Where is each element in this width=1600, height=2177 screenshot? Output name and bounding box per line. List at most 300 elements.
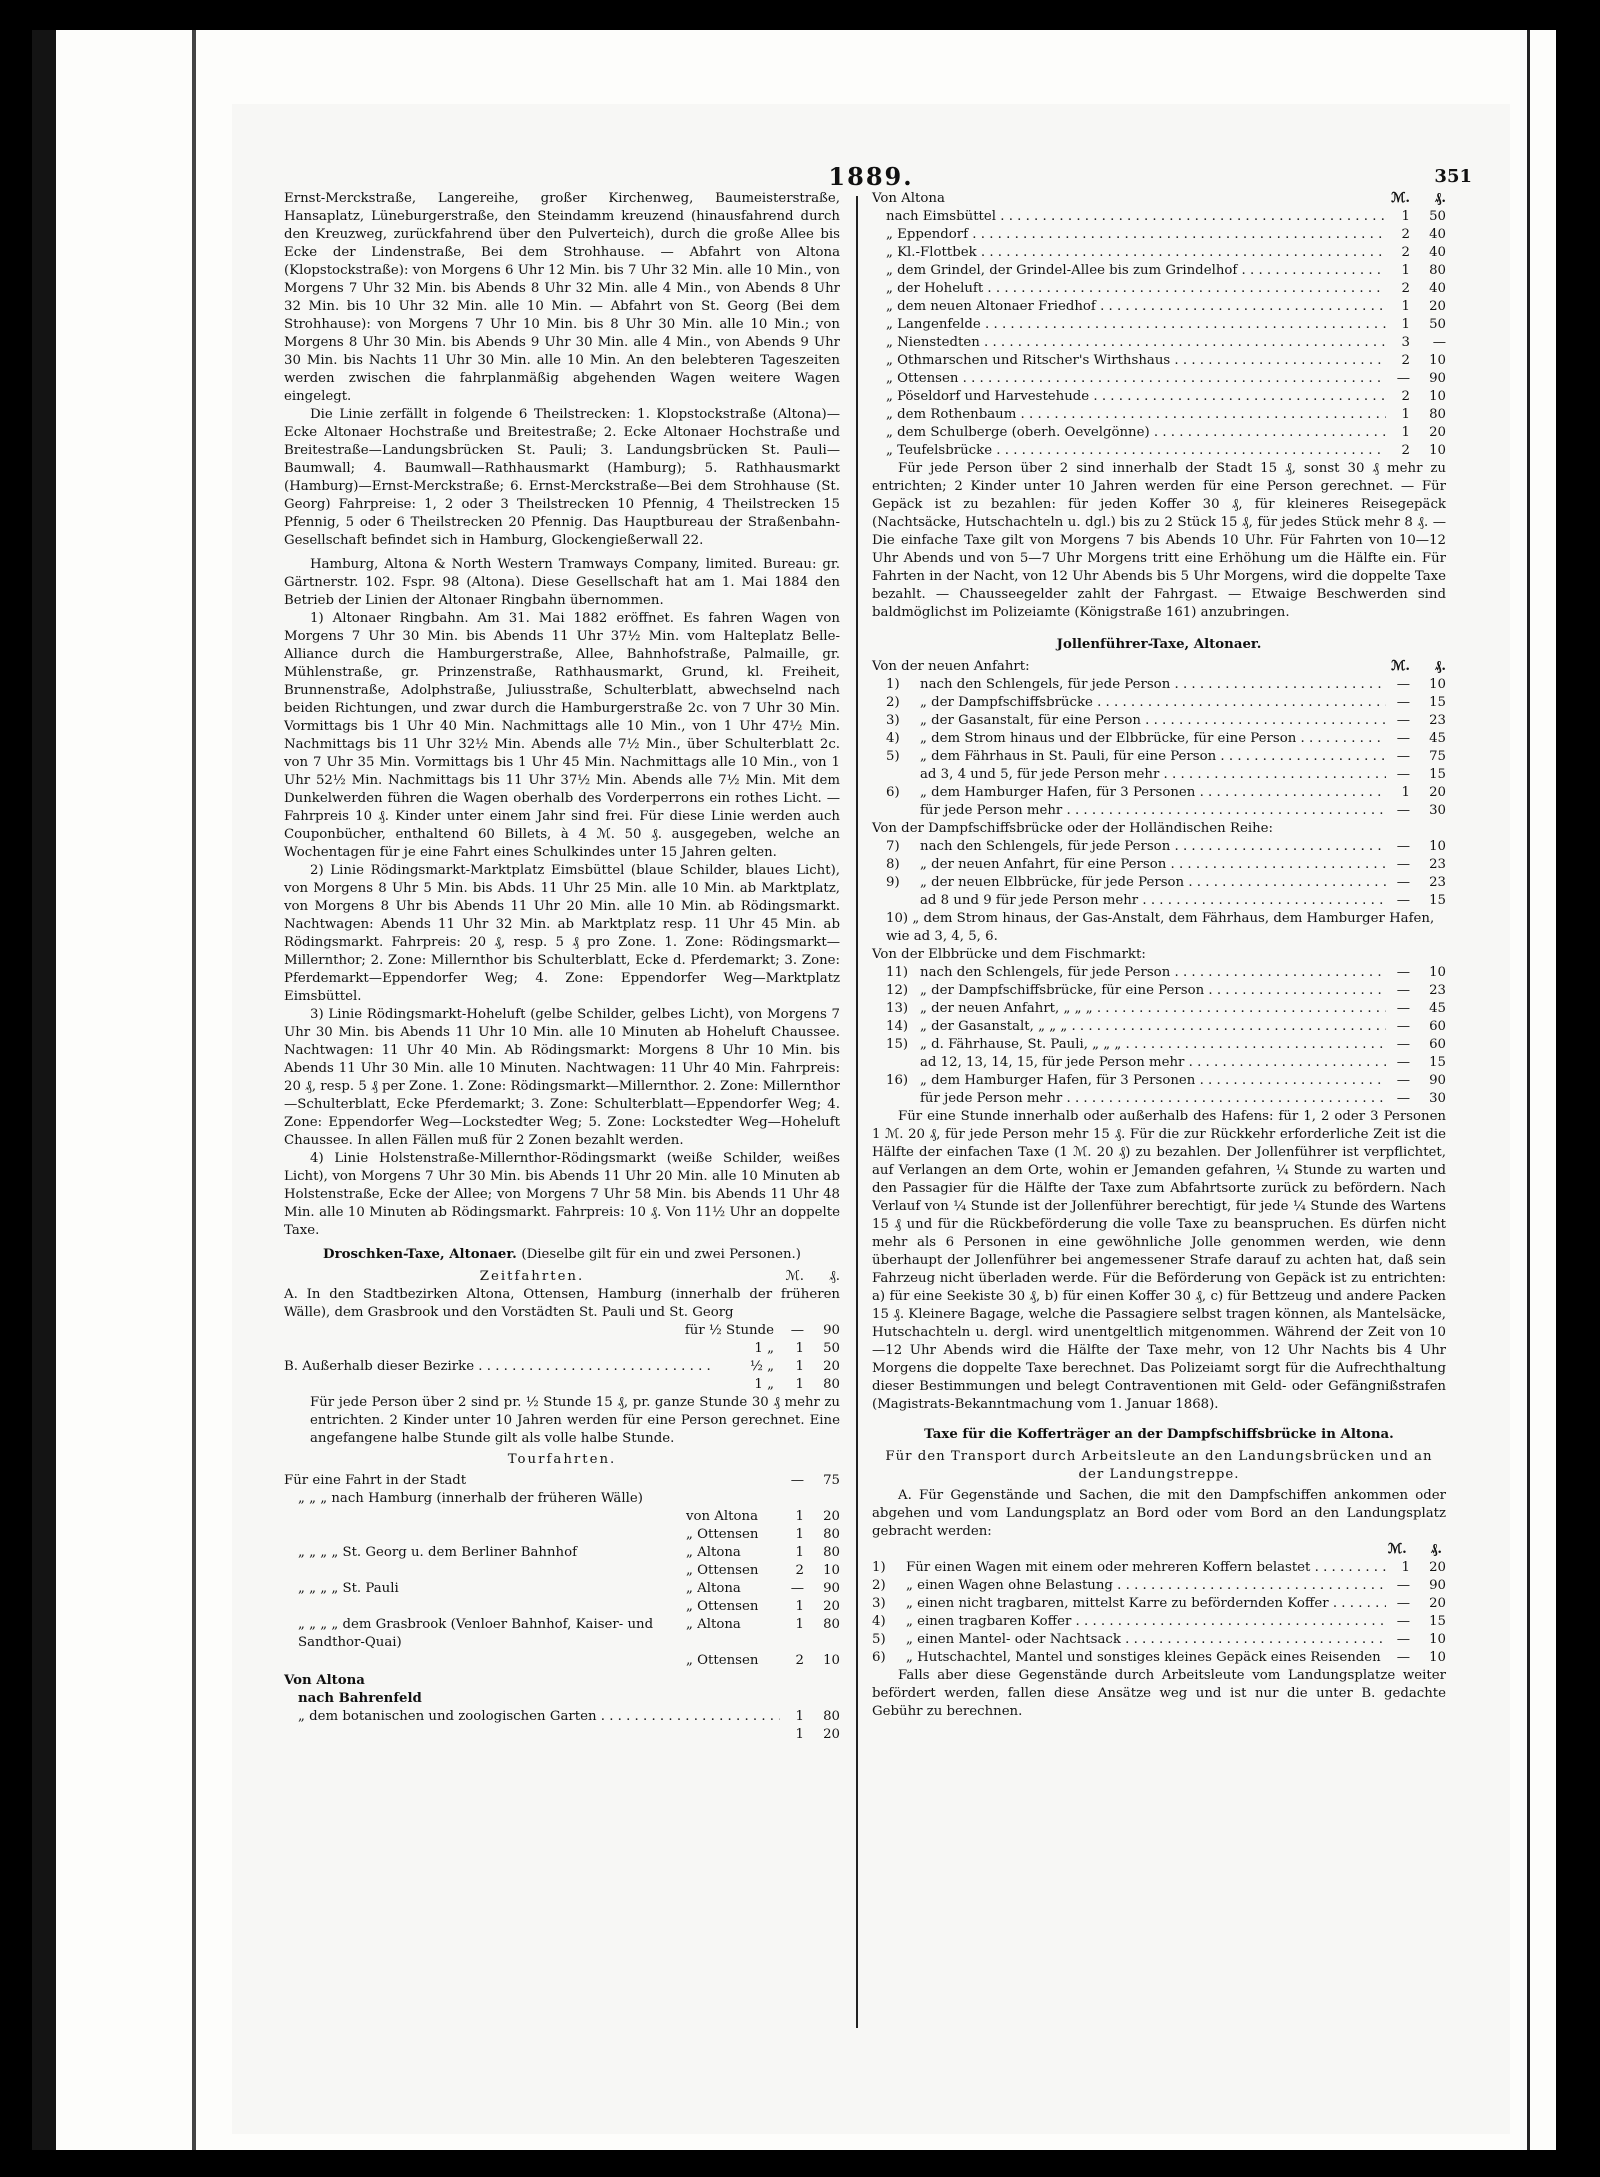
paragraph: Hamburg, Altona & North Western Tramways Company, limited. Bureau: gr. Gärtnerstr. 102. Fspr. 98 (Altona). Diese Gesellschaft hat am 1. Mai 1884 den Betrieb der Linien der Altonaer Ringbahn übernommen. [284, 557, 840, 608]
fare-pf: 20 [1429, 299, 1446, 314]
currency-mark: ℳ. [1391, 659, 1410, 674]
fare-label: „ dem botanischen und zoologischen Garten . . . [298, 1708, 780, 1726]
item-number: 3) [886, 713, 900, 728]
koffer-title: Taxe für die Kofferträger an der Dampfschiffsbrücke in Altona. [924, 1427, 1394, 1442]
fare-mark: 2 [1401, 353, 1410, 368]
fare-mark: 1 [1401, 209, 1410, 224]
tour-origin: „ Ottensen [686, 1599, 759, 1614]
fare-pf: 10 [1429, 1650, 1446, 1665]
fare-pf: 80 [823, 1377, 840, 1392]
fare-row [872, 1018, 1446, 1036]
fare-row [872, 964, 1446, 982]
fare-pf: 10 [1429, 677, 1446, 692]
fare-label: für jede Person mehr . . . [920, 1090, 1386, 1108]
fare-label: „ dem Hamburger Hafen, für 3 Personen . . . [920, 1072, 1386, 1090]
fare-pf: 80 [823, 1617, 840, 1632]
jollen-list [872, 964, 1446, 1108]
item-number: 16) [886, 1073, 909, 1088]
fare-pf: 10 [1429, 353, 1446, 368]
fare-label: „ der Dampfschiffsbrücke, für eine Person . . . [920, 982, 1386, 1000]
fare-mark: 1 [795, 1359, 804, 1374]
fare-mark: — [1396, 1578, 1410, 1593]
fare-pf: 20 [1429, 1560, 1446, 1575]
fare-row [886, 370, 1446, 388]
fare-row [886, 244, 1446, 262]
fare-label: „ Hutschachtel, Mantel und sonstiges kleines Gepäck eines Reisenden . . . [906, 1649, 1386, 1667]
fare-label: 1 „ [754, 1341, 774, 1356]
tour-destination: Für eine Fahrt in der Stadt [284, 1473, 467, 1488]
item-number: 1) [886, 677, 900, 692]
fare-mark: 3 [1401, 335, 1410, 350]
fare-mark: — [1396, 857, 1410, 872]
fare-mark: 1 [795, 1617, 804, 1632]
jollen-von: Von der Elbbrücke und dem Fischmarkt: [872, 947, 1146, 962]
fare-mark: — [1396, 965, 1410, 980]
fare-row [872, 766, 1446, 784]
fare-pf: 60 [1429, 1037, 1446, 1052]
fare-mark: — [1396, 767, 1410, 782]
fare-mark: — [1396, 875, 1410, 890]
fare-label: für jede Person mehr . . . [920, 802, 1386, 820]
fare-mark: 1 [1401, 425, 1410, 440]
fare-pf: 50 [823, 1341, 840, 1356]
fare-mark: 1 [1401, 785, 1410, 800]
fare-row [872, 1036, 1446, 1054]
tour-destination: „ „ „ „ dem Grasbrook (Venloer Bahnhof, Kaiser- und Sandthor-Quai) [298, 1617, 654, 1650]
paragraph: Für jede Person über 2 sind innerhalb der Stadt 15 ₰, sonst 30 ₰ mehr zu entrichten; 2 Kinder unter 10 Jahren werden für eine Person gerechnet. — Für Gepäck ist zu bezahlen: für jeden Koffer 30 ₰, für kleineres Reisegepäck (Nachtsäcke, Hutschachteln u. dgl.) bis zu 2 Stück 15 ₰, für jedes Stück mehr 8 ₰. — Die einfache Taxe gilt von Morgens 7 bis Abends 10 Uhr. Für Fahrten von 10—12 Uhr Abends und von 5—7 Uhr Morgens tritt eine Erhöhung um die Hälfte ein. Für Fahrten in der Nacht, von 12 Uhr Abends bis 5 Uhr Morgens, wird die doppelte Taxe bezahlt. — Chausseegelder zahlt der Fahrgast. — Etwaige Beschwerden sind baldmöglichst im Polizeiamte (Königstraße 161) anzubringen. [872, 461, 1446, 620]
fare-mark: — [1396, 713, 1410, 728]
fare-label: „ d. Fährhause, St. Pauli, „ „ „ . . . [920, 1036, 1386, 1054]
jollen-von: Von der Dampfschiffsbrücke oder der Holländischen Reihe: [872, 821, 1273, 836]
fare-row [872, 1000, 1446, 1018]
fare-row [284, 1340, 840, 1358]
fare-label: „ Nienstedten . . . [886, 334, 1386, 352]
currency-mark: ℳ. [1387, 1542, 1407, 1557]
fare-row [872, 892, 1446, 910]
item-number: 6) [872, 1650, 886, 1665]
fare-pf: 10 [823, 1653, 840, 1668]
fare-mark: — [1396, 1091, 1410, 1106]
fare-pf: 15 [1429, 1614, 1446, 1629]
jollen-title: Jollenführer-Taxe, Altonaer. [1056, 637, 1262, 652]
fare-pf: 90 [1429, 371, 1446, 386]
fare-row [886, 316, 1446, 334]
fare-mark: 1 [1401, 407, 1410, 422]
fare-pf: 20 [1429, 785, 1446, 800]
fare-mark: 1 [1401, 299, 1410, 314]
fare-mark: 2 [795, 1653, 804, 1668]
fare-row [886, 352, 1446, 370]
zeit-note: Für jede Person über 2 sind pr. ½ Stunde 15 ₰, pr. ganze Stunde 30 ₰ mehr zu entrichten. 2 Kinder unter 10 Jahren werden für eine Person gerechnet. Eine angefangene halbe Stunde gilt als volle halbe Stunde. [310, 1395, 840, 1446]
left-column [284, 190, 840, 1744]
tour-list [284, 1472, 840, 1670]
fare-row [872, 676, 1446, 694]
item-number: 5) [886, 749, 900, 764]
tour-origin: „ Altona [686, 1545, 741, 1560]
tour-row [284, 1598, 840, 1616]
fare-mark: — [790, 1473, 804, 1488]
fare-mark: 1 [795, 1545, 804, 1560]
fare-label: „ Pöseldorf und Harvestehude . . . [886, 388, 1386, 406]
fare-label: für ½ Stunde [684, 1323, 774, 1338]
fare-pf: 23 [1429, 713, 1446, 728]
fare-mark: — [1396, 803, 1410, 818]
fare-pf: 90 [823, 1581, 840, 1596]
item-number: 14) [886, 1019, 909, 1034]
fare-label: „ der neuen Anfahrt, für eine Person . . . [920, 856, 1386, 874]
fare-mark: 1 [795, 1709, 804, 1724]
item-number: 8) [886, 857, 900, 872]
fare-label: „ Kl.-Flottbek . . . [886, 244, 1386, 262]
fare-label: „ der neuen Elbbrücke, für jede Person . . . [920, 874, 1386, 892]
page-year: 1889. [828, 162, 914, 191]
fare-mark: — [1396, 1055, 1410, 1070]
fare-row [872, 1577, 1446, 1595]
subheading-row [872, 658, 1446, 676]
fare-label: nach den Schlengels, für jede Person . . . [920, 964, 1386, 982]
tour-origin: „ Altona [686, 1581, 741, 1596]
fare-row [872, 694, 1446, 712]
fare-pf: 50 [1429, 209, 1446, 224]
fare-pf: 10 [1429, 965, 1446, 980]
fare-mark: 1 [795, 1377, 804, 1392]
jollen-item-10: 10) „ dem Strom hinaus, der Gas-Anstalt, dem Fährhaus, dem Hamburger Hafen, wie ad 3, 4, 5, 6. [886, 911, 1435, 944]
fare-row [886, 262, 1446, 280]
item-number: 2) [886, 695, 900, 710]
fare-pf: 15 [1429, 767, 1446, 782]
fare-row [284, 1726, 840, 1744]
fare-row [872, 838, 1446, 856]
fare-row [872, 1631, 1446, 1649]
fare-row [872, 1559, 1446, 1577]
fare-row [886, 334, 1446, 352]
fare-label: „ Teufelsbrücke . . . [886, 442, 1386, 460]
fare-mark: — [1396, 1596, 1410, 1611]
fare-mark: 2 [1401, 443, 1410, 458]
fare-label: „ einen Mantel- oder Nachtsack . . . [906, 1631, 1386, 1649]
fare-row [872, 784, 1446, 802]
item-number: 7) [886, 839, 900, 854]
tour-destination: „ „ „ „ St. Pauli [298, 1581, 399, 1596]
fare-pf: 23 [1429, 983, 1446, 998]
fare-mark: — [1396, 695, 1410, 710]
currency-pf: ₰. [1434, 659, 1446, 674]
fare-label: „ einen Wagen ohne Belastung . . . [906, 1577, 1386, 1595]
currency-pf: ₰. [1430, 1542, 1442, 1557]
fare-pf: 90 [1429, 1073, 1446, 1088]
paragraph: Die Linie zerfällt in folgende 6 Theilstrecken: 1. Klopstockstraße (Altona)—Ecke Altonaer Hochstraße und Breitestraße; 2. Ecke Altonaer Hochstraße und Breitestraße—Landungsbrücken St. Pauli; 3. Landungsbrücken St. Pauli—Baumwall; 4. Baumwall—Rathhausmarkt (Hamburg); 5. Rathhausmarkt (Hamburg)—Ernst-Merckstraße; 6. Ernst-Merckstraße—Bei dem Strohhause (St. Georg) Fahrpreise: 1, 2 oder 3 Theilstrecken 10 Pfennig, 4 Theilstrecken 15 Pfennig, 5 oder 6 Theilstrecken 20 Pfennig. Das Hauptbureau der Straßenbahn-Gesellschaft befindet sich in Hamburg, Glockengießerwall 22. [284, 407, 840, 548]
fare-label: ad 3, 4 und 5, für jede Person mehr . . . [920, 766, 1386, 784]
tour-origin: „ Ottensen [686, 1653, 759, 1668]
item-number: 5) [872, 1632, 886, 1647]
fare-mark: — [790, 1323, 804, 1338]
fare-label: „ einen tragbaren Koffer . . . [906, 1613, 1386, 1631]
zeit-a: A. In den Stadtbezirken Altona, Ottensen, Hamburg (innerhalb der früheren Wälle), dem Grasbrook und den Vorstädten St. Pauli und St. Georg [284, 1287, 840, 1320]
fare-row [872, 748, 1446, 766]
fare-mark: 1 [1401, 1560, 1410, 1575]
droschken-note: (Dieselbe gilt für ein und zwei Personen.) [521, 1247, 801, 1262]
tour-row [284, 1508, 840, 1526]
jollen-list [872, 838, 1446, 910]
item-number: 3) [872, 1596, 886, 1611]
fare-mark: — [1396, 731, 1410, 746]
fare-row [284, 1376, 840, 1394]
scan-right-border [1527, 30, 1556, 2150]
fare-row [872, 1649, 1446, 1667]
fare-pf: 40 [1429, 281, 1446, 296]
tour-row [284, 1652, 840, 1670]
fare-label: „ der Hoheluft . . . [886, 280, 1386, 298]
von-altona-heading: Von Altona [284, 1673, 365, 1688]
fare-mark: 1 [795, 1341, 804, 1356]
fare-label: „ einen nicht tragbaren, mittelst Karre zu befördernden Koffer . . . [906, 1595, 1386, 1613]
fare-pf: 40 [1429, 227, 1446, 242]
fare-pf: 50 [1429, 317, 1446, 332]
fare-pf: 20 [823, 1599, 840, 1614]
fare-label: ad 12, 13, 14, 15, für jede Person mehr . . . [920, 1054, 1386, 1072]
fare-pf: 20 [823, 1359, 840, 1374]
von-altona-label: Von Altona [872, 191, 945, 206]
fare-row [886, 388, 1446, 406]
fare-label: „ dem Hamburger Hafen, für 3 Personen . . . [920, 784, 1386, 802]
fare-mark: 2 [1401, 281, 1410, 296]
fare-pf: 75 [823, 1473, 840, 1488]
paragraph: 2) Linie Rödingsmarkt-Marktplatz Eimsbüttel (blaue Schilder, blaues Licht), von Morgens 8 Uhr 5 Min. bis Abds. 11 Uhr 25 Min. alle 10 Min. ab Marktplatz, von Morgens 8 Uhr bis Abends 11 Uhr 20 Min. alle 10 Min. ab Rödingsmarkt. Nachtwagen: Abends 11 Uhr 32 Min. ab Marktplatz resp. 11 Uhr 45 Min. ab Rödingsmarkt. Fahrpreis: 20 ₰, resp. 5 ₰ pro Zone. 1. Zone: Rödingsmarkt—Millernthor; 2. Zone: Millernthor bis Schulterblatt, Ecke d. Pferdemarkt; 3. Zone: Pferdemarkt—Eppendorfer Weg; 4. Zone: Eppendorfer Weg—Marktplatz Eimsbüttel. [284, 863, 840, 1004]
zeitfahrten-title: Zeitfahrten. [479, 1269, 585, 1284]
fare-pf: 10 [1429, 443, 1446, 458]
right-column [872, 190, 1446, 1721]
fare-mark: — [790, 1581, 804, 1596]
jollen-list [872, 676, 1446, 820]
fare-pf: 23 [1429, 857, 1446, 872]
fare-pf: 15 [1429, 1055, 1446, 1070]
fare-row [886, 280, 1446, 298]
tour-origin: von Altona [686, 1509, 759, 1524]
fare-pf: 15 [1429, 893, 1446, 908]
fare-label: „ der Gasanstalt, für eine Person . . . [920, 712, 1386, 730]
tour-row [284, 1490, 840, 1508]
fare-row [872, 874, 1446, 892]
fare-mark: 1 [795, 1509, 804, 1524]
item-number: 2) [872, 1578, 886, 1593]
item-number: 12) [886, 983, 909, 998]
fare-row [886, 406, 1446, 424]
currency-pf: ₰. [829, 1269, 840, 1284]
koffer-a: A. Für Gegenstände und Sachen, die mit den Dampfschiffen ankommen oder abgehen und vom Landungsplatz an Bord oder vom Bord an den Landungsplatz gebracht werden: [872, 1488, 1446, 1539]
fare-pf: 75 [1429, 749, 1446, 764]
paragraph: Ernst-Merckstraße, Langereihe, großer Kirchenweg, Baumeisterstraße, Hansaplatz, Lüneburgerstraße, den Steindamm kreuzend (hinausfahrend durch den Kreuzweg, zurückfahrend über den Pulverteich), durch die große Allee bis Ecke der Lindenstraße, Bei dem Strohhause. — Abfahrt von Altona (Klopstockstraße): von Morgens 6 Uhr 12 Min. bis 7 Uhr 32 Min. alle 10 Min., von Morgens 7 Uhr 32 Min. bis Abends 8 Uhr 32 Min. alle 4 Min., von Abends 8 Uhr 32 Min. bis 10 Uhr 32 Min. alle 10 Min. — Abfahrt von St. Georg (Bei dem Strohhause): von Morgens 7 Uhr 10 Min. bis 8 Uhr 30 Min. alle 10 Min.; von Morgens 8 Uhr 30 Min. bis Abends 9 Uhr 30 Min. alle 4 Min., von Abends 9 Uhr 30 Min. bis Nachts 11 Uhr 30 Min. alle 10 Min. An den belebteren Tageszeiten werden zwischen die fahrplanmäßig abgehenden Wagen weitere Wagen eingelegt. [284, 191, 840, 404]
currency-mark: ℳ. [785, 1269, 804, 1284]
page-number: 351 [1434, 166, 1472, 187]
fare-pf: 40 [1429, 245, 1446, 260]
tour-row [284, 1580, 840, 1598]
document-page [232, 104, 1510, 2134]
fare-label: nach den Schlengels, für jede Person . . . [920, 676, 1386, 694]
fare-row [886, 424, 1446, 442]
fare-row [872, 1595, 1446, 1613]
fare-pf: 20 [823, 1727, 840, 1742]
tour-origin: „ Altona [686, 1617, 741, 1632]
fare-row [872, 1072, 1446, 1090]
binding-fold [192, 30, 196, 2150]
fare-mark: 2 [1401, 227, 1410, 242]
fare-label: „ dem Strom hinaus und der Elbbrücke, für eine Person . . . [920, 730, 1386, 748]
fare-label: 1 „ [754, 1377, 774, 1392]
currency-header [872, 1541, 1446, 1559]
fare-mark: — [1396, 1614, 1410, 1629]
item-number: 9) [886, 875, 900, 890]
fare-row [284, 1708, 840, 1726]
fare-row [872, 730, 1446, 748]
item-number: 4) [886, 731, 900, 746]
fare-label: „ der neuen Anfahrt, „ „ „ . . . [920, 1000, 1386, 1018]
tourfahrten-title: Tourfahrten. [507, 1452, 617, 1467]
fare-label: ad 8 und 9 für jede Person mehr . . . [920, 892, 1386, 910]
tour-row [284, 1472, 840, 1490]
paragraph: 4) Linie Holstenstraße-Millernthor-Rödingsmarkt (weiße Schilder, weißes Licht), von Morgens 7 Uhr 30 Min. bis Abends 11 Uhr 20 Min. alle 10 Minuten ab Holstenstraße, Ecke der Allee; von Morgens 7 Uhr 58 Min. bis Abends 11 Uhr 48 Min. alle 10 Minuten ab Rödingsmarkt. Fahrpreis: 10 ₰. Von 11½ Uhr an doppelte Taxe. [284, 1151, 840, 1238]
fare-mark: 1 [795, 1527, 804, 1542]
fare-row [872, 982, 1446, 1000]
fare-label: „ Othmarschen und Ritscher's Wirthshaus . . . [886, 352, 1386, 370]
fare-pf: 45 [1429, 1001, 1446, 1016]
fare-label: „ Eppendorf . . . [886, 226, 1386, 244]
fare-label: „ dem Fährhaus in St. Pauli, für eine Person . . . [920, 748, 1386, 766]
item-number: 6) [886, 785, 900, 800]
fare-pf: 10 [823, 1563, 840, 1578]
droschken-title: Droschken-Taxe, Altonaer. [323, 1247, 517, 1262]
fare-pf: 60 [1429, 1019, 1446, 1034]
fare-row [886, 226, 1446, 244]
fare-mark: — [1396, 1001, 1410, 1016]
fare-row [872, 856, 1446, 874]
fare-label: ½ „ [749, 1359, 774, 1374]
fare-label: Für einen Wagen mit einem oder mehreren Koffern belastet . . . [906, 1559, 1386, 1577]
fare-label: „ dem Rothenbaum . . . [886, 406, 1386, 424]
fare-pf: 10 [1429, 839, 1446, 854]
fare-row [886, 208, 1446, 226]
tour-row [284, 1544, 840, 1562]
fare-pf: 20 [1429, 425, 1446, 440]
item-number: 4) [872, 1614, 886, 1629]
tour-origin: „ Ottensen [686, 1563, 759, 1578]
tour-destination: „ „ „ nach Hamburg (innerhalb der früheren Wälle) [298, 1491, 643, 1506]
von-altona-row [872, 190, 1446, 208]
fare-row [886, 298, 1446, 316]
fare-pf: 10 [1429, 389, 1446, 404]
fare-pf: 80 [823, 1709, 840, 1724]
item-number: 13) [886, 1001, 909, 1016]
item-number: 1) [872, 1560, 886, 1575]
section-title [284, 1246, 840, 1264]
destination-fare-list [872, 208, 1446, 460]
fare-pf: — [1432, 335, 1446, 350]
scan-left-border [32, 30, 56, 2150]
paragraph: 1) Altonaer Ringbahn. Am 31. Mai 1882 eröffnet. Es fahren Wagen von Morgens 7 Uhr 30 Min. bis Abends 11 Uhr 37½ Min. vom Halteplatz Belle-Alliance durch die Hamburgerstraße, Allee, Bahnhofstraße, Palmaille, gr. Mühlenstraße, gr. Prinzenstraße, Rathhausmarkt, Grund, kl. Freiheit, Brunnenstraße, Adolphstraße, Juliusstraße, Schulterblatt, abwechselnd nach beiden Richtungen, und zwar durch die Hamburgerstraße 2c. von 7 Uhr 30 Min. Vormittags bis 1 Uhr 40 Min. Nachmittags alle 10 Min., von 1 Uhr 47½ Min. Nachmittags bis 11 Uhr 32½ Min. Abends alle 7½ Min., über Schulterblatt 2c. von 7 Uhr 35 Min. Vormittags bis 1 Uhr 45 Min. Nachmittags alle 10 Min., von 1 Uhr 52½ Min. Nachmittags bis 11 Uhr 37½ Min. Abends alle 7½ Min. Mit dem Dunkelwerden führen die Wagen oberhalb des Vorderperrons ein rothes Licht. — Fahrpreis 10 ₰. Kinder unter einem Jahr sind frei. Für diese Linie werden auch Couponbücher, enthaltend 60 Billets, à 4 ℳ. 50 ₰. ausgegeben, welche an Wochentagen für je eine Fahrt eines Schulkindes unter 15 Jahren gelten. [284, 611, 840, 860]
fare-mark: — [1396, 749, 1410, 764]
fare-mark: 2 [1401, 389, 1410, 404]
fare-row [886, 442, 1446, 460]
paragraph: 3) Linie Rödingsmarkt-Hoheluft (gelbe Schilder, gelbes Licht), von Morgens 7 Uhr 30 Min. bis Abends 11 Uhr 10 Min. alle 10 Minuten ab Hoheluft Chaussee. Nachtwagen: 11 Uhr 40 Min. Ab Rödingsmarkt: Morgens 8 Uhr 10 Min. bis Abends 11 Uhr 30 Min. alle 10 Minuten. Nachtwagen: 11 Uhr 40 Min. Fahrpreis: 20 ₰, resp. 5 ₰ per Zone. 1. Zone: Rödingsmarkt—Millernthor. 2. Zone: Millernthor—Schulterblatt, Ecke Pferdemarkt; 3. Zone: Schulterblatt—Eppendorfer Weg; 4. Zone: Eppendorfer Weg—Lockstedter Weg; 5. Zone: Lockstedter Weg—Hoheluft Chaussee. In allen Fällen muß für 2 Zonen bezahlt werden. [284, 1007, 840, 1148]
fare-mark: — [1396, 1650, 1410, 1665]
fare-pf: 80 [1429, 263, 1446, 278]
fare-mark: 1 [1401, 317, 1410, 332]
fare-mark: 1 [795, 1727, 804, 1742]
fare-mark: — [1396, 677, 1410, 692]
paragraph: Für eine Stunde innerhalb oder außerhalb des Hafens: für 1, 2 oder 3 Personen 1 ℳ. 20 ₰, für jede Person mehr 15 ₰. Für die zur Rückkehr erforderliche Zeit ist die Hälfte der einfachen Taxe (1 ℳ. 20 ₰) zu bezahlen. Der Jollenführer ist verpflichtet, auf Verlangen an dem Orte, wohin er Jemanden gefahren, ¼ Stunde zu warten und den Passagier für die Hälfte der Taxe zum Abfahrtsorte zurück zu befördern. Nach Verlauf von ¼ Stunde ist der Jollenführer berechtigt, für jede ¼ Stunde des Wartens 15 ₰ und für die Rückbeförderung die volle Taxe zu beanspruchen. Es dürfen nicht mehr als 6 Personen in eine gewöhnliche Jolle genommen werden, wie denn überhaupt der Jollenführer bei angemessener Strafe darauf zu achten hat, daß sein Fahrzeug nicht überladen werde. Für die Beförderung von Gepäck ist zu entrichten: a) für eine Seekiste 30 ₰, b) für einen Koffer 30 ₰, c) für Bettzeug und andere Packen 15 ₰. Kleinere Bagage, welche die Passagiere selbst tragen können, als Mantelsäcke, Hutschachteln u. dergl. wird unentgeltlich mitgenommen. Während der Zeit von 10—12 Uhr Abends wird die Hälfte der Taxe mehr, von 12 Uhr Nachts bis 4 Uhr Morgens die doppelte Taxe berechnet. Das Polizeiamt sorgt für die Aufrechthaltung dieser Bestimmungen und belegt Contraventionen mit Geld- oder Gefängnißstrafen (Magistrats-Bekanntmachung vom 1. Januar 1868). [872, 1109, 1446, 1412]
fare-pf: 80 [823, 1527, 840, 1542]
fare-label: „ der Dampfschiffsbrücke . . . [920, 694, 1386, 712]
zeit-b: B. Außerhalb dieser Bezirke . . . [284, 1358, 714, 1376]
subheading-row [284, 1268, 840, 1286]
fare-label: nach Eimsbüttel . . . [886, 208, 1386, 226]
tour-row [284, 1562, 840, 1580]
fare-row [872, 1613, 1446, 1631]
item-number: 11) [886, 965, 909, 980]
currency-pf: ₰. [1434, 191, 1446, 206]
fare-pf: 20 [823, 1509, 840, 1524]
fare-pf: 80 [823, 1545, 840, 1560]
fare-label: nach den Schlengels, für jede Person . . . [920, 838, 1386, 856]
fare-pf: 23 [1429, 875, 1446, 890]
fare-pf: 30 [1429, 1091, 1446, 1106]
fare-mark: — [1396, 371, 1410, 386]
fare-mark: — [1396, 1019, 1410, 1034]
fare-mark: — [1396, 839, 1410, 854]
fare-mark: — [1396, 893, 1410, 908]
nach-bahrenfeld: nach Bahrenfeld [298, 1691, 422, 1706]
fare-pf: 45 [1429, 731, 1446, 746]
fare-row [284, 1322, 840, 1340]
fare-row [872, 1054, 1446, 1072]
fare-label: „ dem neuen Altonaer Friedhof . . . [886, 298, 1386, 316]
fare-row [872, 712, 1446, 730]
fare-mark: 1 [795, 1599, 804, 1614]
fare-label: „ Langenfelde . . . [886, 316, 1386, 334]
fare-row [872, 1090, 1446, 1108]
fare-mark: — [1396, 1037, 1410, 1052]
fare-pf: 15 [1429, 695, 1446, 710]
koffer-list [872, 1559, 1446, 1667]
fare-mark: — [1396, 1073, 1410, 1088]
fare-pf: 20 [1429, 1596, 1446, 1611]
fare-label: „ dem Grindel, der Grindel-Allee bis zum Grindelhof . . . [886, 262, 1386, 280]
koffer-subtitle: Für den Transport durch Arbeitsleute an den Landungsbrücken und an der Landungstreppe. [885, 1449, 1433, 1482]
fare-pf: 90 [1429, 1578, 1446, 1593]
jollen-von: Von der neuen Anfahrt: [872, 659, 1030, 674]
currency-mark: ℳ. [1391, 191, 1410, 206]
fare-mark: — [1396, 1632, 1410, 1647]
fare-pf: 80 [1429, 407, 1446, 422]
fare-label: „ dem Schulberge (oberh. Oevelgönne) . . . [886, 424, 1386, 442]
fare-label: „ der Gasanstalt, „ „ „ . . . [920, 1018, 1386, 1036]
paragraph: Falls aber diese Gegenstände durch Arbeitsleute vom Landungsplatze weiter befördert werden, fallen diese Ansätze weg und ist nur die unter B. gedachte Gebühr zu berechnen. [872, 1668, 1446, 1719]
fare-label: „ Ottensen . . . [886, 370, 1386, 388]
fare-row [872, 802, 1446, 820]
tour-row [284, 1616, 840, 1652]
item-number: 15) [886, 1037, 909, 1052]
fare-mark: 2 [795, 1563, 804, 1578]
tour-row [284, 1526, 840, 1544]
fare-mark: 2 [1401, 245, 1410, 260]
tour-origin: „ Ottensen [686, 1527, 759, 1542]
fare-pf: 30 [1429, 803, 1446, 818]
column-divider [856, 196, 858, 2028]
fare-mark: 1 [1401, 263, 1410, 278]
tour-destination: „ „ „ „ St. Georg u. dem Berliner Bahnhof [298, 1545, 578, 1560]
fare-mark: — [1396, 983, 1410, 998]
fare-pf: 90 [823, 1323, 840, 1338]
fare-pf: 10 [1429, 1632, 1446, 1647]
